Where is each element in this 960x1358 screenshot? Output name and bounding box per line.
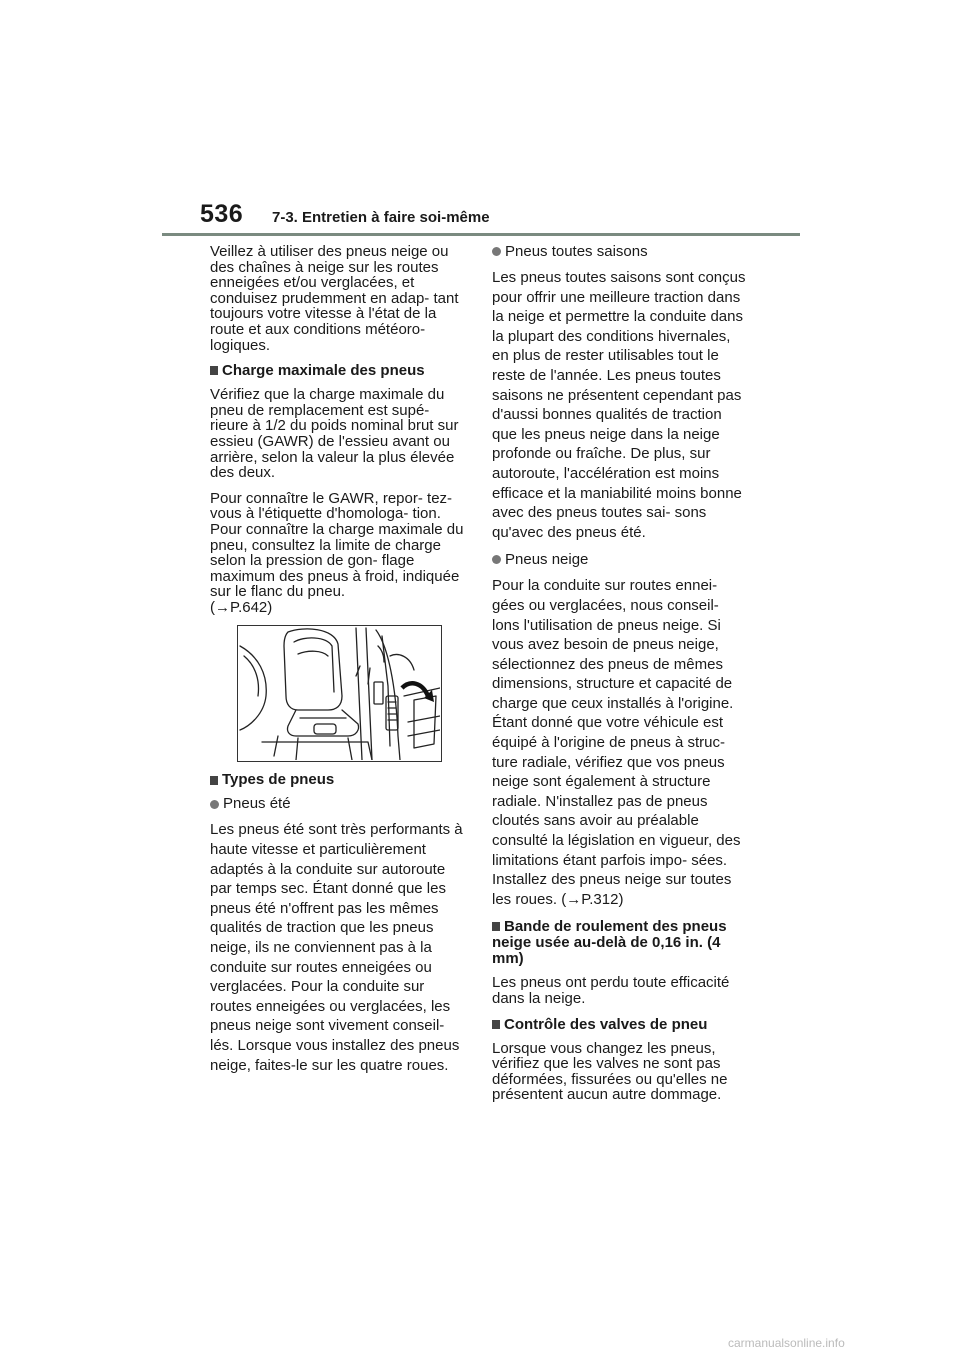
section-title: 7-3. Entretien à faire soi-même (272, 209, 490, 226)
bullet-summer (210, 796, 468, 812)
heading-tread-wear-text: Bande de roulement des pneus neige usée au-delà de 0,16 in. (4 mm) (492, 918, 727, 968)
heading-max-load-text: Charge maximale des pneus (222, 362, 425, 380)
tread-wear-paragraph: Les pneus ont perdu toute efficacité dans la neige. (492, 974, 730, 1007)
square-bullet-icon (210, 776, 218, 785)
round-bullet-icon (492, 247, 501, 256)
gawr-paragraph: Pour connaître le GAWR, repor- tez-vous à l'étiquette d'homologa- tion. (210, 489, 453, 523)
round-bullet-icon (492, 555, 501, 564)
snow-paragraph: Pour la conduite sur routes ennei- gées ou verglacées, nous conseil- lons l'utilisation de pneus neige. Si vous avez besoin de pneus neige, sélectionnez des pneus de mêmes dimensions, structure et capacité de charge que ceux installés à l'origine. Étant donné que votre véhicule est équipé à l'origine de pneus à struc- ture radiale, vérifiez que vos pneus neige sont également à structure radiale. N'installez pas de pneus cloutés sans avoir au préalable consulté la législation en vigueur, des limitations étant parfois impo- sées. Installez des pneus neige sur toutes les roues. (→P.312) (492, 577, 741, 908)
summer-paragraph: Les pneus été sont très performants à haute vitesse et particulièrement adaptés à la conduite sur autoroute par temps sec. Étant donné que les pneus été n'offrent pas les mêmes qualités de traction que les pneus neige, ils ne conviennent pas à la conduite sur routes enneigées ou verglacées. Pour la conduite sur routes enneigées ou verglacées, les pneus neige sont vivement conseil- lés. Lorsque vous installez des pneus neige, faites-le sur les quatre roues. (210, 821, 463, 1074)
left-column (210, 244, 468, 1085)
intro-paragraph: Veillez à utiliser des pneus neige ou des chaînes à neige sur les routes enneigées et/ou verglacées, et conduisez prudemment en adap- tant toujours votre vitesse à l'état de la route et aux conditions météoro- logiques. (210, 243, 459, 354)
bullet-summer-text: Pneus été (223, 795, 291, 813)
watermark: carmanualsonline.info (728, 1336, 845, 1350)
header-rule (162, 233, 800, 236)
square-bullet-icon (210, 366, 218, 375)
bullet-all-season-text: Pneus toutes saisons (505, 243, 648, 260)
heading-tire-types (210, 772, 468, 788)
page-number: 536 (200, 200, 244, 228)
bullet-snow-text: Pneus neige (505, 551, 589, 569)
square-bullet-icon (492, 1020, 500, 1029)
page-ref-642: (→P.642) (210, 598, 273, 616)
all-season-paragraph: Les pneus toutes saisons sont conçus pour offrir une meilleure traction dans la neige et permettre la conduite dans la plupart des conditions hivernales, en plus de rester utilisables tout le reste de l'année. Les pneus toutes saisons ne présentent cependant pas d'aussi bonnes qualités de traction que les pneus neige dans la neige profonde ou fraîche. De plus, sur autoroute, l'accélération est moins efficace et la maniabilité moins bonne avec des pneus toutes sai- sons qu'avec des pneus été. (492, 269, 746, 541)
heading-valves (492, 1017, 750, 1033)
max-load-paragraph: Vérifiez que la charge maximale du pneu de remplacement est supé- rieure à 1/2 du poids nominal brut sur essieu (GAWR) de l'essieu avant ou arrière, selon la valeur la plus élevée des deux. (210, 386, 459, 482)
heading-valves-text: Contrôle des valves de pneu (504, 1015, 708, 1033)
bullet-snow (492, 552, 750, 568)
door-label-illustration (237, 625, 442, 762)
valves-paragraph: Lorsque vous changez les pneus, vérifiez que les valves ne sont pas déformées, fissurées ou qu'elles ne présentent aucun autre dommage. (492, 1039, 728, 1104)
max-load-tire-paragraph: Pour connaître la charge maximale du pneu, consultez la limite de charge selon la pression de gon- flage maximum des pneus à froid, indiquée sur le flanc du pneu. (210, 520, 464, 601)
bullet-all-season (492, 244, 750, 260)
heading-max-load (210, 363, 468, 379)
heading-tread-wear (492, 919, 750, 967)
square-bullet-icon (492, 922, 500, 931)
round-bullet-icon (210, 800, 219, 809)
right-column (492, 244, 750, 1113)
heading-tire-types-text: Types de pneus (222, 771, 335, 789)
